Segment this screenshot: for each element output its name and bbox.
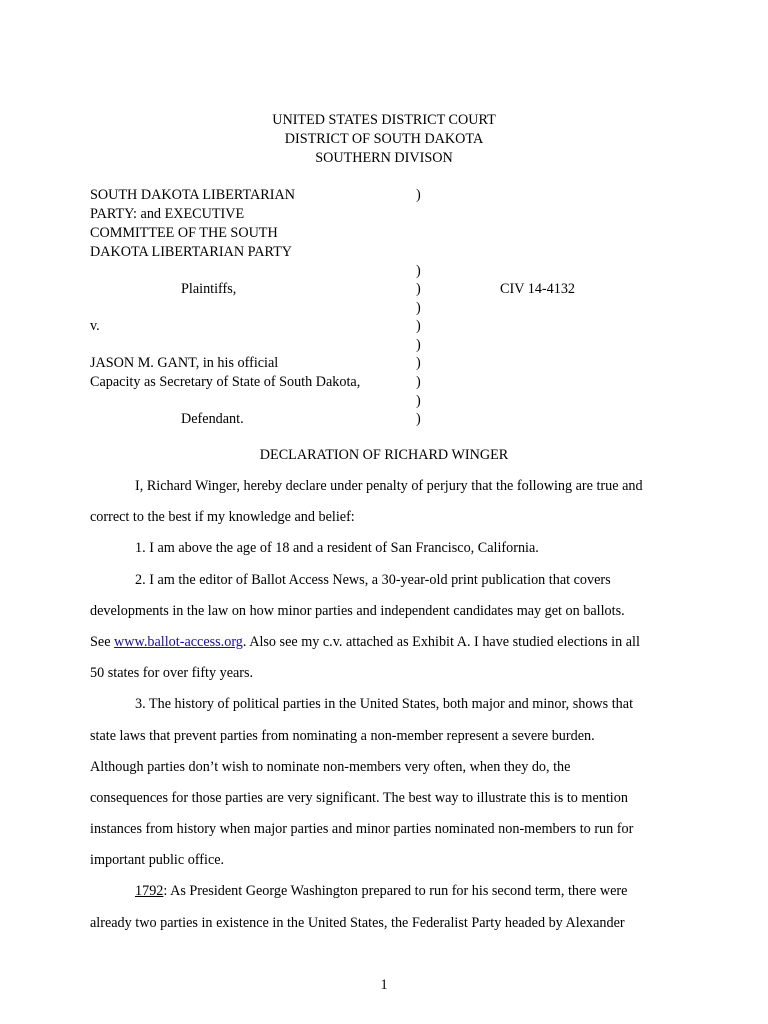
caption-row (90, 373, 690, 392)
paragraph-line: consequences for those parties are very significant. The best way to illustrate this is to mention (90, 789, 628, 806)
caption-row (90, 392, 690, 411)
caption-paren: ) (416, 318, 421, 334)
paragraph-line: 1. I am above the age of 18 and a resident of San Francisco, California. (135, 540, 539, 557)
paragraph-line: Although parties don’t wish to nominate non-members very often, when they do, the (90, 758, 571, 775)
plaintiff-name-line: PARTY: and EXECUTIVE (90, 206, 245, 222)
year-heading: 1792 (135, 883, 164, 900)
caption-paren: ) (416, 374, 421, 390)
declaration-body (90, 471, 690, 939)
caption-row (90, 354, 690, 373)
text-fragment: : As President George Washington prepared to run for his second term, there were (163, 883, 628, 900)
caption-row (90, 280, 690, 299)
text-fragment: See (90, 633, 115, 650)
caption-paren: ) (416, 263, 421, 279)
caption-paren: ) (416, 337, 421, 353)
defendant-name-line: Capacity as Secretary of State of South Dakota, (90, 374, 361, 390)
caption-paren: ) (416, 281, 421, 297)
paragraph-line: correct to the best if my knowledge and belief: (90, 509, 355, 526)
caption-row (90, 336, 690, 355)
caption-paren: ) (416, 187, 421, 203)
caption-row (90, 205, 690, 224)
plaintiffs-label: Plaintiffs, (181, 281, 237, 297)
paragraph-line: 50 states for over fifty years. (90, 665, 254, 682)
caption-paren: ) (416, 393, 421, 409)
caption-paren: ) (416, 411, 421, 427)
caption-row (90, 243, 690, 262)
paragraph-line (90, 627, 690, 658)
caption-row (90, 299, 690, 318)
caption-row (90, 224, 690, 243)
court-division: SOUTHERN DIVISON (315, 150, 453, 166)
paragraph-line: already two parties in existence in the United States, the Federalist Party headed by Alexander (90, 914, 625, 931)
caption-paren: ) (416, 355, 421, 371)
versus-label: v. (90, 318, 100, 334)
text-fragment: . Also see my c.v. attached as Exhibit A. I have studied elections in all (242, 633, 640, 650)
caption-row (90, 410, 690, 429)
defendant-name-line: JASON M. GANT, in his official (90, 355, 279, 371)
court-district: DISTRICT OF SOUTH DAKOTA (284, 131, 484, 147)
declaration-title: DECLARATION OF RICHARD WINGER (259, 447, 509, 463)
court-header (0, 111, 768, 168)
court-name: UNITED STATES DISTRICT COURT (272, 112, 496, 128)
page-number: 1 (380, 977, 388, 993)
paragraph-line (90, 876, 690, 907)
paragraph-line: state laws that prevent parties from nominating a non-member represent a severe burden. (90, 727, 595, 744)
paragraph-line: instances from history when major parties and minor parties nominated non-members to run for (90, 821, 634, 838)
plaintiff-name-line: SOUTH DAKOTA LIBERTARIAN (90, 187, 295, 203)
paragraph-line: 3. The history of political parties in the United States, both major and minor, shows that (135, 696, 634, 713)
paragraph-line: important public office. (90, 852, 225, 869)
caption-row (90, 186, 690, 205)
caption-row (90, 262, 690, 281)
defendant-label: Defendant. (181, 411, 244, 427)
plaintiff-name-line: DAKOTA LIBERTARIAN PARTY (90, 244, 293, 260)
paragraph-line: 2. I am the editor of Ballot Access News, a 30-year-old print publication that covers (135, 571, 611, 588)
paragraph-line: developments in the law on how minor parties and independent candidates may get on ballots. (90, 602, 625, 619)
case-number: CIV 14-4132 (500, 281, 576, 297)
caption-paren: ) (416, 300, 421, 316)
caption-row (90, 317, 690, 336)
ballot-access-link[interactable]: www.ballot-access.org (114, 633, 243, 650)
plaintiff-name-line: COMMITTEE OF THE SOUTH (90, 225, 278, 241)
paragraph-line: I, Richard Winger, hereby declare under penalty of perjury that the following are true and (135, 478, 643, 494)
